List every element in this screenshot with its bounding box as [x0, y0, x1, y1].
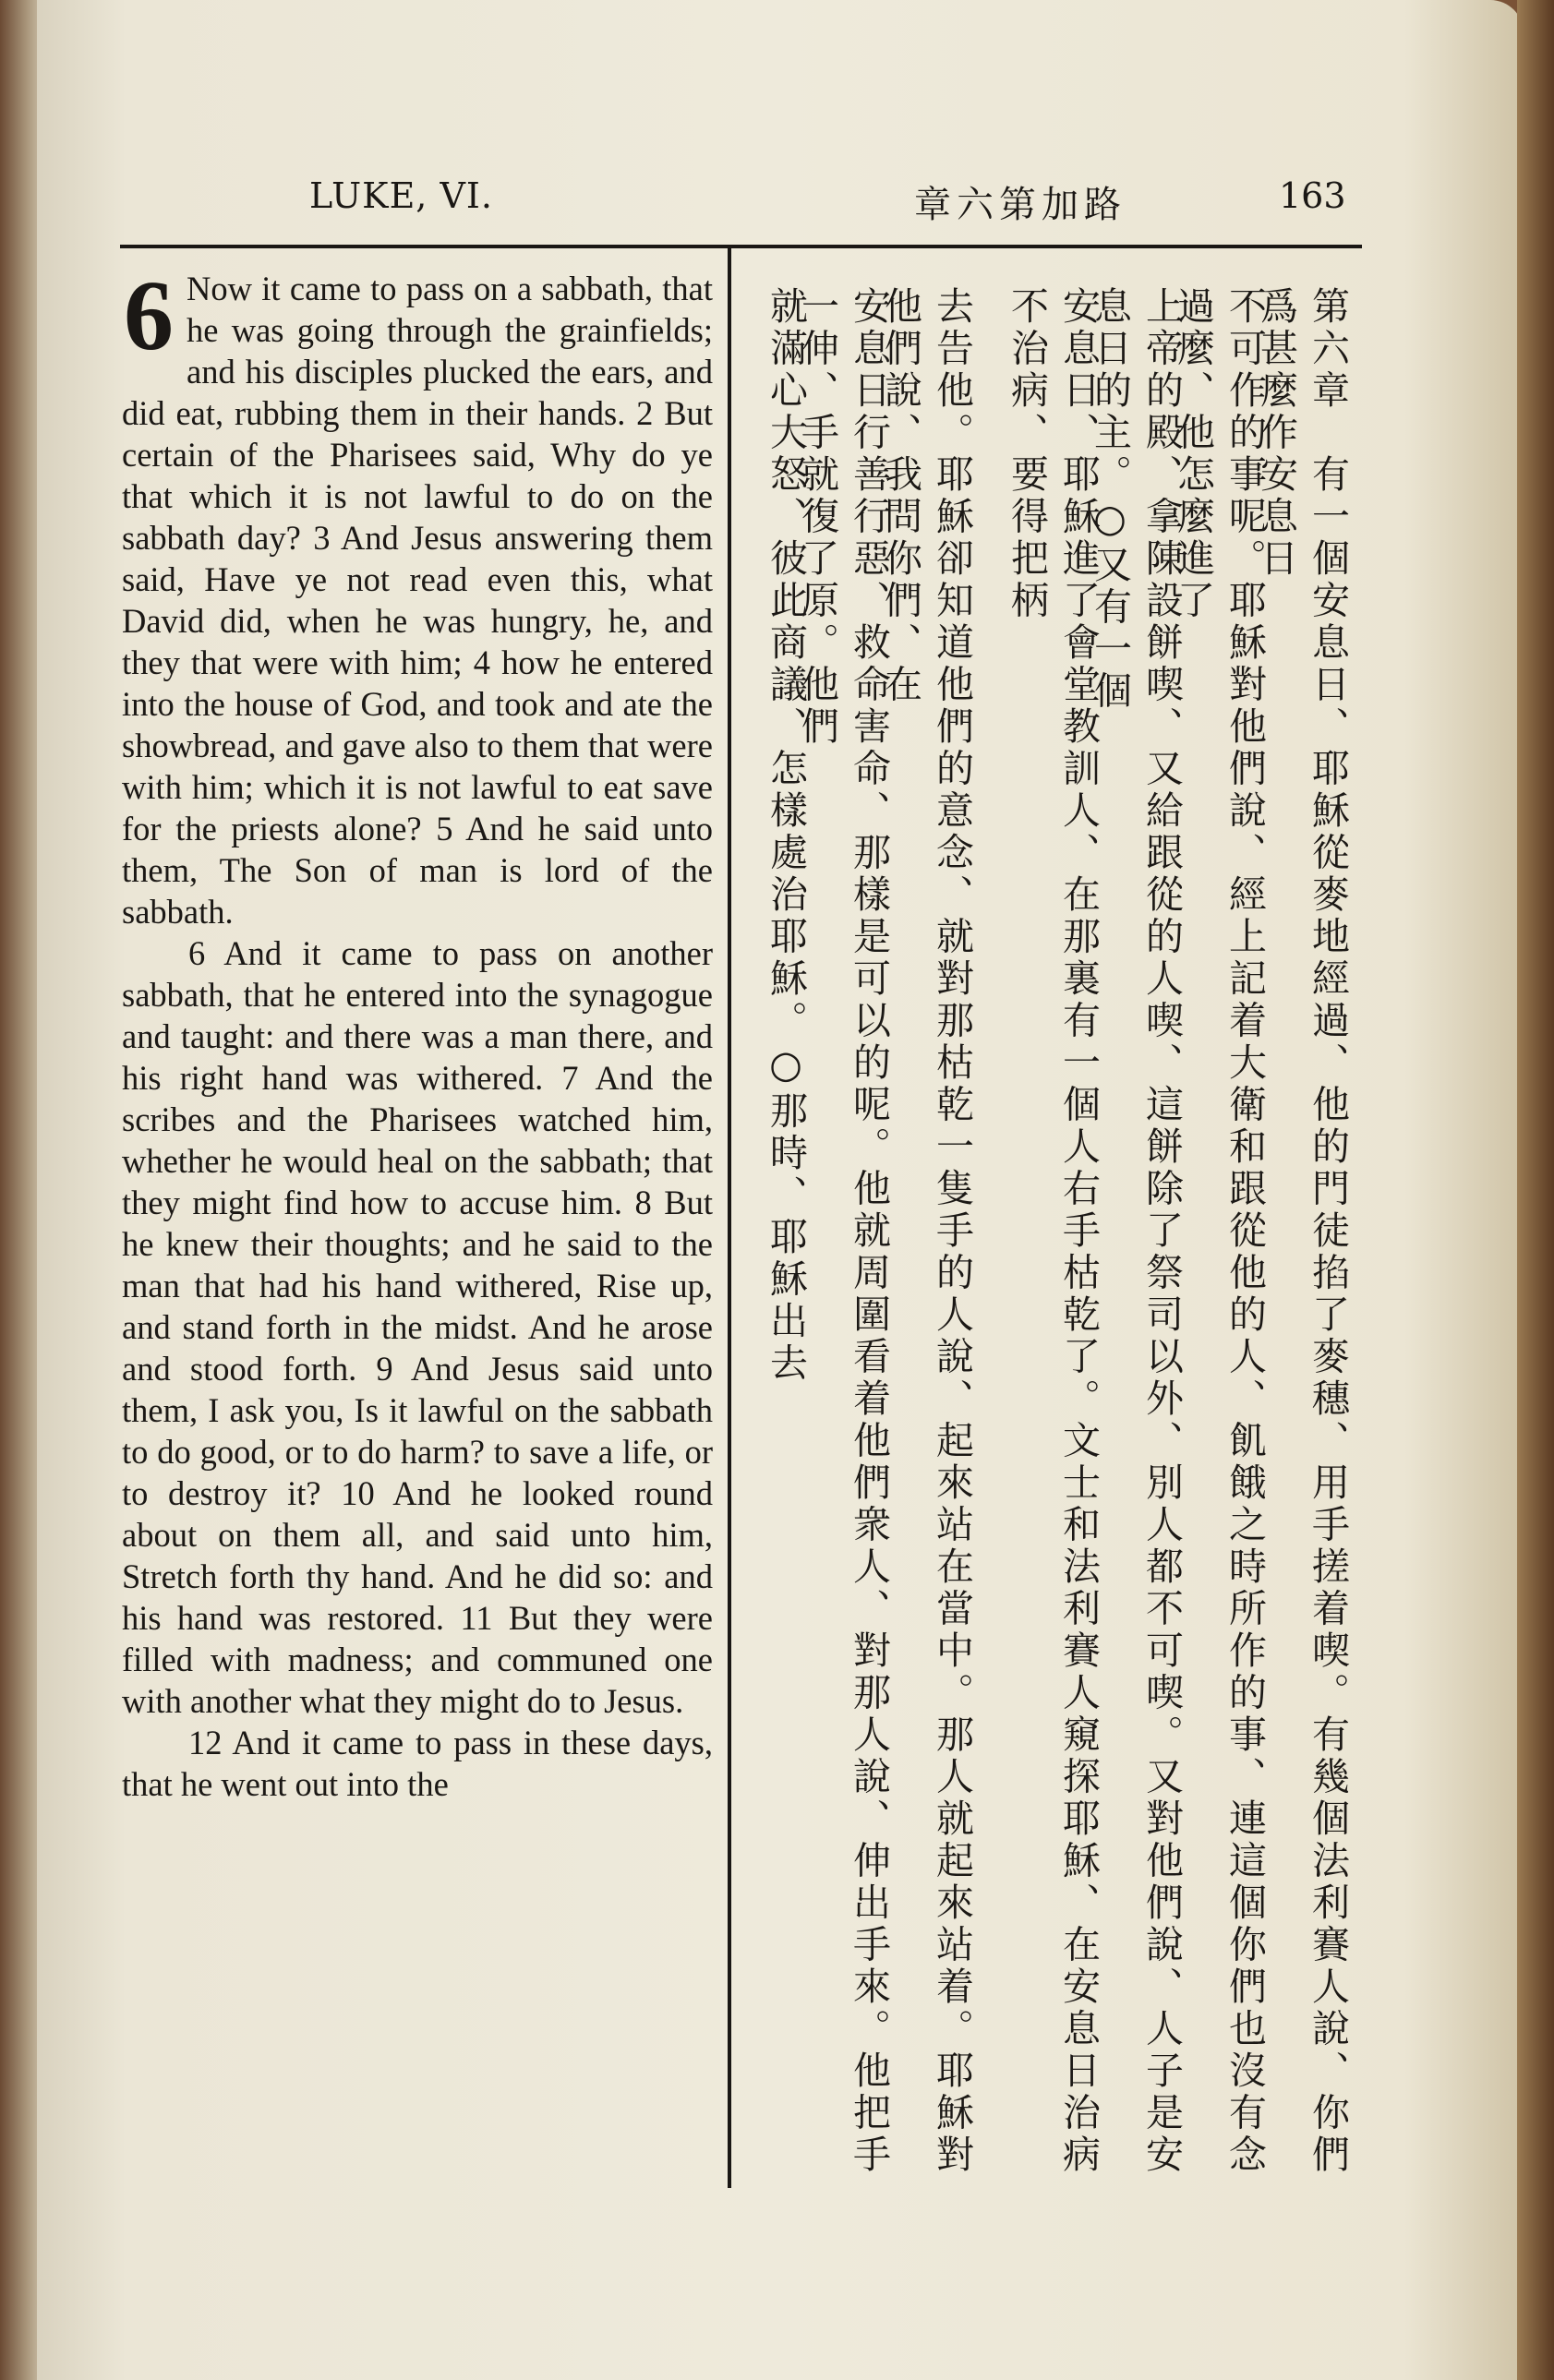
english-paragraph: Now it came to pass on a sabbath, that he was going through the grainfields; and his disciples plucked the ears, and did eat, rubbing them in their hands. 2 But certain of the Pharisees said, Why do ye that which it is not lawful to do on the sabbath day? 3 And Jesus answering them said, Have ye not read even this, what David did, when he was hungry, he, and they that were with him; 4 how he entered into the house of God, and took and ate the showbread, and gave also to them that were with him; which it is not lawful to eat save for the priests alone? 5 And he said unto them, The Son of man is lord of the sabbath.	[122, 270, 713, 931]
chapter-drop-cap: 6	[124, 261, 174, 371]
chinese-column: 就滿心大怒、彼此商議、怎樣處治耶穌。○那時、耶穌出去	[764, 286, 808, 1385]
english-paragraph: 12 And it came to pass in these days, that he went out into the	[122, 1724, 713, 1803]
chinese-column: 不可作的事呢。耶穌對他們說、經上記着大衛和跟從他的人、飢餓之時所作的事、連這個你們也沒有念過麼、他怎麼進了	[1171, 286, 1267, 2177]
chinese-column: 去告他。耶穌卻知道他們的意念、就對那枯乾一隻手的人說、起來站在當中。那人就起來站着。耶穌對他們說、我問你們、在	[878, 286, 974, 2177]
book-chapter-title: LUKE, VI.	[309, 175, 493, 216]
book-cover-edge	[1517, 0, 1554, 2380]
page-number: 163	[1279, 175, 1346, 216]
english-text-column	[122, 261, 713, 1805]
english-paragraph: 6 And it came to pass on another sabbath, that he entered into the synagogue and taught: and there was a man there, and his right hand was withered. 7 And the scribes and the Pharisees watched him, whether he would heal on the sabbath; that they might find how to accuse him. 8 But he knew their thoughts; and he said to the man that had his hand withered, Rise up, and stand forth in the midst. And he arose and stood forth. 9 And Jesus said unto them, I ask you, Is it lawful on the sabbath to do good, or to do harm? to save a life, or to destroy it? 10 And he looked round about on them all, and said unto him, Stretch forth thy hand. And he did so: and his hand was restored. 11 But they were filled with madness; and communed one with another what they might do to Jesus.	[122, 934, 713, 1720]
chinese-column: 安息日、耶穌進了會堂教訓人、在那裏有一個人右手枯乾了。文士和法利賽人窺探耶穌、在安息日治病不治病、要得把柄	[1005, 286, 1101, 2177]
chinese-column: 上帝的殿、拿陳設餅喫、又給跟從的人喫、這餅除了祭司以外、別人都不可喫。又對他們說、人子是安息日的主。○又有一個	[1088, 286, 1184, 2177]
chinese-text-column	[743, 286, 1357, 2188]
chinese-column: 安息日行善行惡、救命害命、那樣是可以的呢。他就周圍看着他們衆人、對那人說、伸出手來。他把手一伸、手就復了原。他們	[795, 286, 891, 2177]
running-header	[120, 175, 1367, 231]
column-divider	[728, 245, 731, 2188]
header-rule	[120, 245, 1362, 248]
chinese-column: 第六章 有一個安息日、耶穌從麥地經過、他的門徒掐了麥穗、用手搓着喫。有幾個法利賽人說、你們爲甚麼作安息日	[1254, 286, 1350, 2177]
chinese-chapter-title: 章六第加路	[914, 184, 1126, 226]
